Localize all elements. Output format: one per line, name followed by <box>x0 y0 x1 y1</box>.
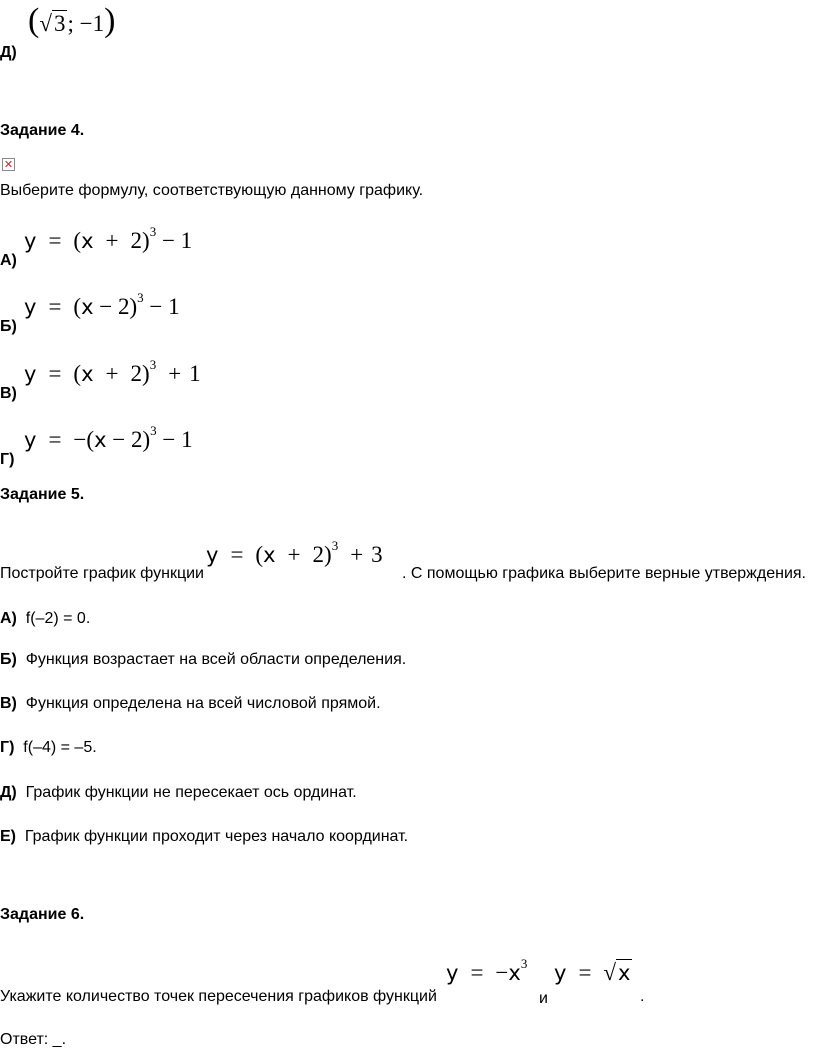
task6-prompt: Укажите количество точек пересечения графиков функций <box>0 988 437 1005</box>
task6-heading: Задание 6. <box>0 906 85 923</box>
option-label: А) <box>0 610 17 627</box>
task4-formula-v: $y = (x + 2)^3 + 1$ <box>24 357 201 386</box>
task5-option-e <box>0 828 408 846</box>
task4-option-a-label: А) <box>0 252 17 269</box>
task4-option-b-label: Б) <box>0 318 17 335</box>
broken-image-icon: ✕ <box>3 158 14 171</box>
task4-option-v-label: В) <box>0 385 17 402</box>
task4-option-g-label: Г) <box>0 451 15 468</box>
task5-formula: $y = (x + 2)^3 + 3$ <box>206 538 383 567</box>
task5-option-v <box>0 695 381 713</box>
task6-end-period: . <box>640 988 645 1005</box>
option-text: График функции проходит через начало координат. <box>24 828 409 845</box>
option-text: Функция определена на всей числовой прямой. <box>25 695 381 712</box>
task5-option-a <box>0 610 90 628</box>
task5-option-d <box>0 784 357 802</box>
option-text: Функция возрастает на всей области определения. <box>25 651 407 668</box>
task5-heading: Задание 5. <box>0 486 85 503</box>
task4-formula-a: $y = (x + 2)^3 - 1$ <box>24 224 193 253</box>
task4-heading: Задание 4. <box>0 122 85 139</box>
point-formula: (√3; −1) <box>28 2 116 39</box>
option-label: Д) <box>0 784 17 801</box>
option-label: Е) <box>0 828 16 845</box>
option-text: f(–4) = –5. <box>23 739 97 756</box>
task4-formula-b: $y = (x - 2)^3 - 1$ <box>24 290 180 319</box>
option-label: Г) <box>0 739 15 756</box>
task6-formula-2: y = √x <box>554 960 631 985</box>
option-label: В) <box>0 695 17 712</box>
task5-option-g <box>0 739 97 757</box>
task4-prompt: Выберите формулу, соответствующую данному графику. <box>0 182 424 199</box>
task4-formula-g: $y = -(x - 2)^3 - 1$ <box>24 423 193 452</box>
option-text: График функции не пересекает ось ординат. <box>25 784 357 801</box>
option-text: f(–2) = 0. <box>25 610 91 627</box>
task6-formula-1: $y = -x^3$ <box>446 956 528 985</box>
option-label-d-top: Д) <box>0 44 17 61</box>
task5-option-b <box>0 651 406 669</box>
task5-prompt-after: . С помощью графика выберите верные утверждения. <box>402 565 806 582</box>
task6-conjunction: и <box>539 990 548 1007</box>
option-label: Б) <box>0 651 17 668</box>
task5-prompt-before: Постройте график функции <box>0 565 204 582</box>
task6-answer: Ответ: _. <box>0 1031 67 1048</box>
